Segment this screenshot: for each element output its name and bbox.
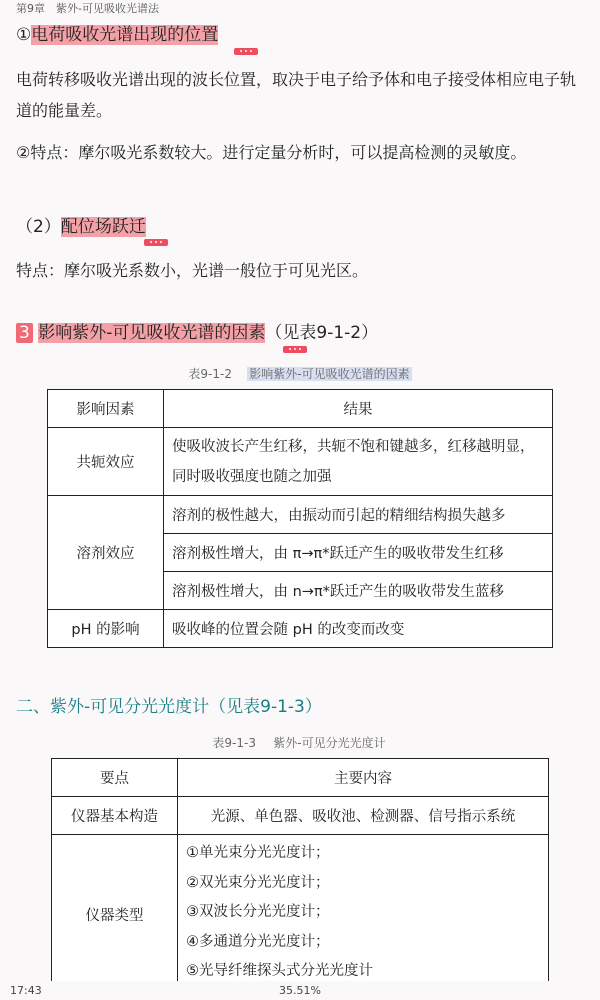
value-cell (178, 835, 549, 995)
caption-title: 紫外-可见分光光度计 (273, 736, 386, 750)
list-item: ③双波长分光光度计； (186, 904, 330, 920)
list-item: ④多通道分光光度计； (186, 933, 330, 950)
annotation-more-icon[interactable] (283, 346, 307, 353)
table-header-cell: 要点 (52, 759, 178, 797)
status-bar (0, 981, 600, 1000)
paragraph: ②特点：摩尔吸光系数较大。进行定量分析时，可以提高检测的灵敏度。 (16, 143, 527, 162)
factor-cell: 溶剂效应 (48, 496, 164, 610)
spectrophotometer-table (51, 758, 549, 995)
highlighted-heading[interactable]: 电荷吸收光谱出现的位置 (31, 25, 219, 45)
heading-suffix: （见表9-1-2） (265, 323, 379, 343)
result-cell: 溶剂的极性越大，由振动而引起的精细结构损失越多 (164, 496, 553, 534)
result-cell: 使吸收波长产生红移，共轭不饱和键越多，红移越明显，同时吸收强度也随之加强 (164, 428, 553, 496)
heading-number: ① (16, 25, 32, 45)
heading-charge-transfer (16, 24, 584, 46)
highlighted-heading[interactable]: 影响紫外-可见吸收光谱的因素 (38, 323, 266, 343)
annotation-more-icon[interactable] (144, 239, 168, 246)
caption-number: 表9-1-2 (188, 367, 232, 381)
table-header-cell: 结果 (164, 390, 553, 428)
result-cell: 溶剂极性增大，由 π→π*跃迁产生的吸收带发生红移 (164, 534, 553, 572)
section-label: 紫外-可见吸收光谱法 (56, 2, 159, 15)
table-header-row (48, 390, 553, 428)
table-caption (0, 365, 600, 382)
table-header-row (52, 759, 549, 797)
table-row (48, 428, 553, 496)
chapter-header (0, 0, 600, 18)
list-item: ①单光束分光光度计； (186, 845, 330, 861)
heading-ligand-field (16, 216, 584, 238)
table-caption (0, 734, 600, 751)
key-cell: 仪器基本构造 (52, 797, 178, 835)
table-row (48, 496, 553, 534)
heading-number: 3 (16, 323, 33, 343)
factor-cell: pH 的影响 (48, 610, 164, 648)
table-row (52, 835, 549, 995)
list-item: ②双光束分光光度计； (186, 874, 330, 891)
factors-table (47, 389, 553, 648)
caption-number: 表9-1-3 (212, 736, 256, 750)
paragraph: 特点：摩尔吸光系数小，光谱一般位于可见光区。 (16, 261, 369, 280)
reading-progress: 35.51% (279, 984, 321, 997)
table-header-cell: 影响因素 (48, 390, 164, 428)
section-title: 二、紫外-可见分光光度计（见表9-1-3） (16, 697, 322, 717)
chapter-label: 第9章 (16, 2, 45, 15)
paragraph: 电荷转移吸收光谱出现的波长位置，取决于电子给予体和电子接受体相应电子轨道的能量差。 (16, 70, 577, 120)
highlighted-heading[interactable]: 配位场跃迁 (60, 217, 146, 237)
annotation-more-icon[interactable] (234, 48, 258, 55)
table-row (48, 610, 553, 648)
clock: 17:43 (10, 984, 42, 997)
heading-number: （2） (16, 217, 61, 237)
table-row (52, 797, 549, 835)
heading-factors (16, 322, 584, 344)
list-item: ⑤光导纤维探头式分光光度计 (186, 963, 373, 979)
caption-title[interactable]: 影响紫外-可见吸收光谱的因素 (249, 367, 410, 381)
factor-cell: 共轭效应 (48, 428, 164, 496)
result-cell: 吸收峰的位置会随 pH 的改变而改变 (164, 610, 553, 648)
value-cell: 光源、单色器、吸收池、检测器、信号指示系统 (178, 797, 549, 835)
key-cell: 仪器类型 (52, 835, 178, 995)
table-header-cell: 主要内容 (178, 759, 549, 797)
result-cell: 溶剂极性增大，由 n→π*跃迁产生的吸收带发生蓝移 (164, 572, 553, 610)
